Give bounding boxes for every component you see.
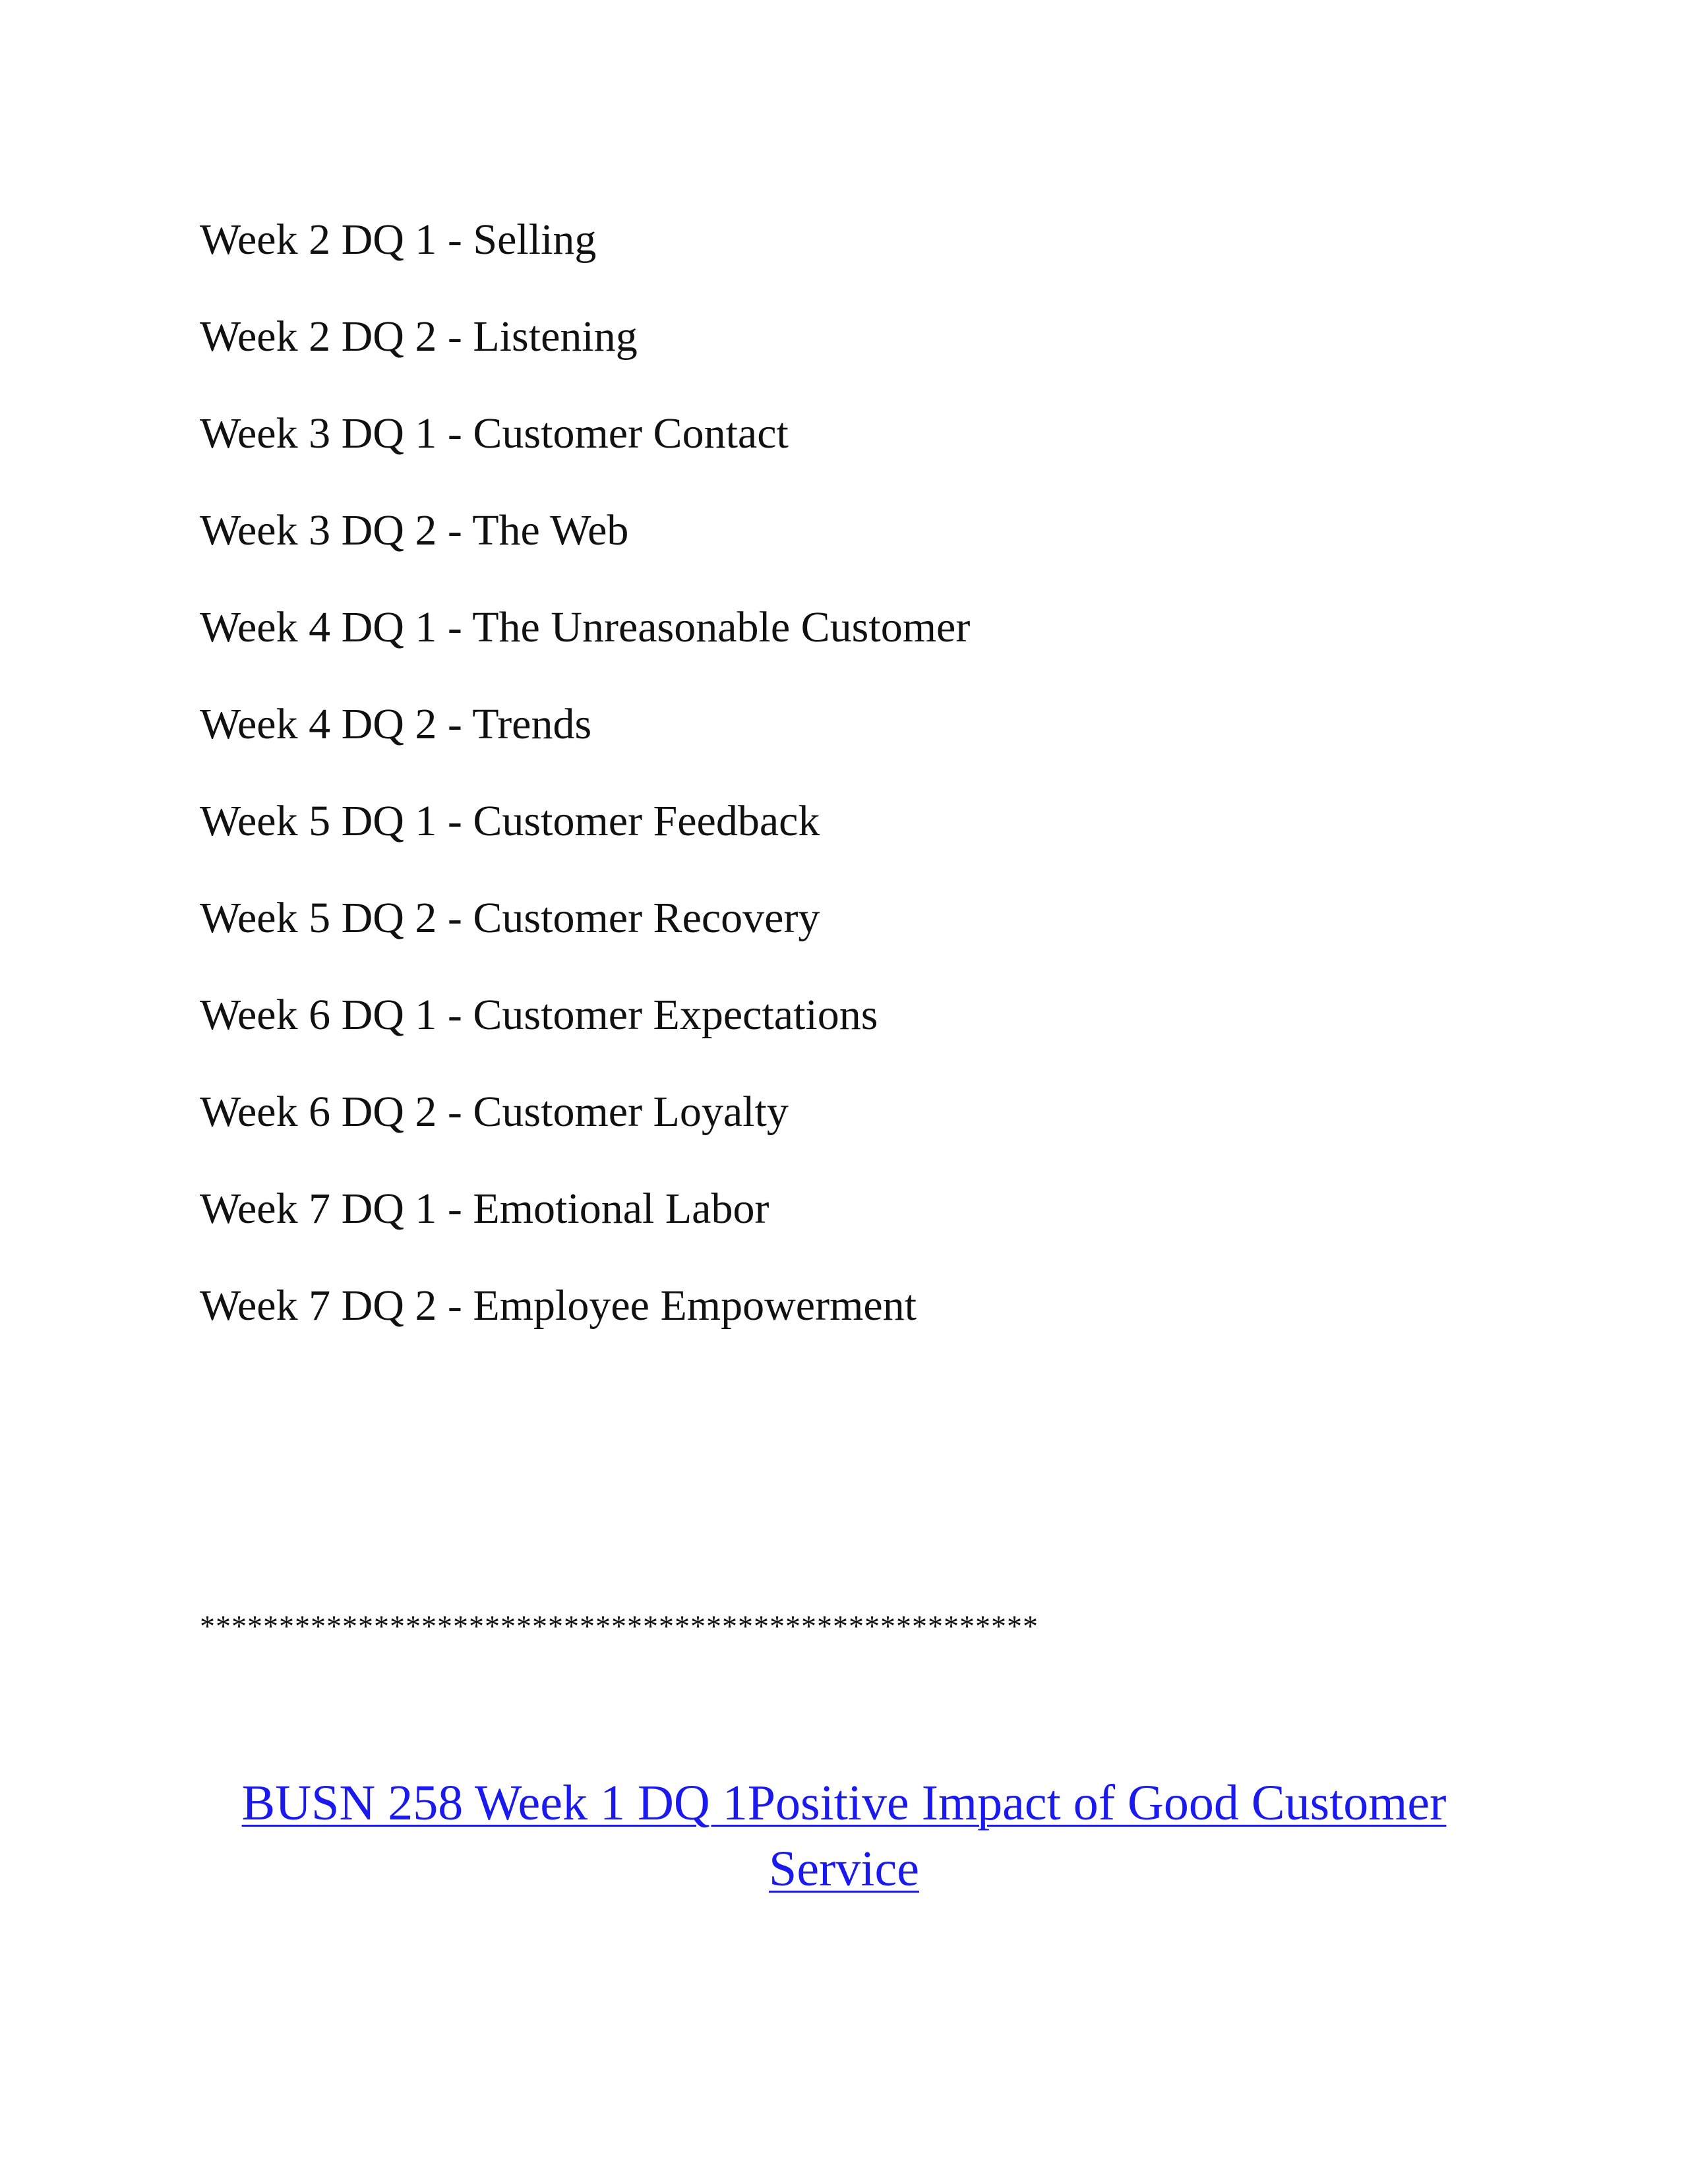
list-item: Week 7 DQ 2 - Employee Empowerment bbox=[200, 1282, 917, 1330]
list-item: Week 4 DQ 1 - The Unreasonable Customer bbox=[200, 603, 971, 651]
list-item: Week 6 DQ 1 - Customer Expectations bbox=[200, 991, 878, 1039]
course-link-line-2[interactable]: Service bbox=[769, 1841, 919, 1897]
list-item: Week 3 DQ 1 - Customer Contact bbox=[200, 409, 789, 457]
list-item: Week 2 DQ 2 - Listening bbox=[200, 312, 638, 361]
list-item: Week 6 DQ 2 - Customer Loyalty bbox=[200, 1088, 789, 1136]
list-item: Week 3 DQ 2 - The Web bbox=[200, 506, 629, 554]
list-item: Week 5 DQ 1 - Customer Feedback bbox=[200, 797, 820, 845]
list-item: Week 7 DQ 1 - Emotional Labor bbox=[200, 1185, 769, 1233]
list-item: Week 4 DQ 2 - Trends bbox=[200, 700, 592, 748]
asterisk-separator: ***************************************************** bbox=[200, 1609, 1039, 1643]
list-item: Week 5 DQ 2 - Customer Recovery bbox=[200, 894, 820, 942]
discussion-question-list bbox=[200, 191, 970, 1354]
course-link-line-1[interactable]: BUSN 258 Week 1 DQ 1Positive Impact of Good Customer bbox=[241, 1775, 1447, 1831]
course-link-block bbox=[198, 1770, 1490, 1902]
list-item: Week 2 DQ 1 - Selling bbox=[200, 216, 597, 264]
